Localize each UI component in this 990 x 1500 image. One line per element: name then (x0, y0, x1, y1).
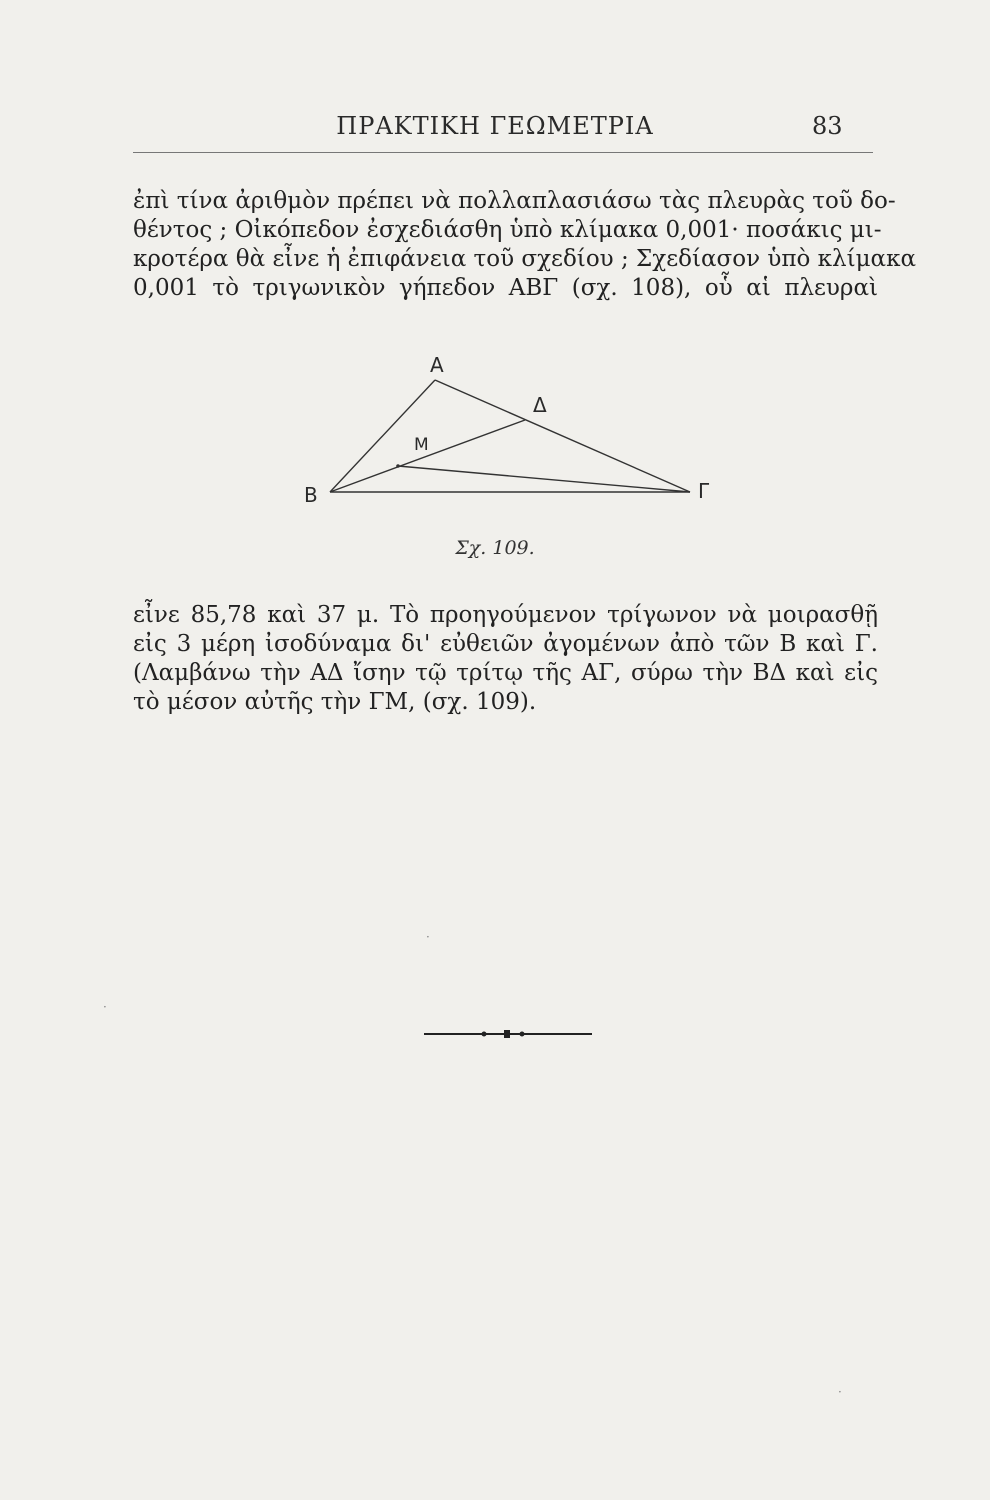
label-Gamma: Γ (698, 479, 710, 503)
paragraph-2 (133, 601, 878, 717)
paragraph-1-line-1: ἐπὶ τίνα ἀριθμὸν πρέπει νὰ πολλαπλασιάσω τὰς πλευρὰς τοῦ δο- (133, 188, 896, 214)
label-M: M (414, 435, 429, 455)
segment-GM (398, 466, 690, 492)
paragraph-1 (133, 187, 916, 303)
label-B: B (304, 483, 318, 507)
segment-BD (330, 420, 525, 492)
paragraph-2-line-1: εἶνε 85,78 καὶ 37 μ. Τὸ προηγούμενον τρίγωνον νὰ μοιρασθῇ (133, 602, 878, 628)
paragraph-2-line-4: τὸ μέσον αὐτῆς τὴν ΓΜ, (σχ. 109). (133, 689, 537, 715)
figure-caption: Σχ. 109. (455, 537, 535, 559)
paragraph-1-line-2: θέντος ; Οἰκόπεδον ἐσχεδιάσθη ὑπὸ κλίμακα 0,001· ποσάκις μι- (133, 217, 882, 243)
print-speck: · (103, 1000, 107, 1014)
triangle-figure (290, 350, 730, 525)
print-speck: · (838, 1385, 842, 1399)
page-number: 83 (812, 112, 843, 140)
paragraph-1-line-4: 0,001 τὸ τριγωνικὸν γήπεδον ΑΒΓ (σχ. 108), οὗ αἱ πλευραὶ (133, 275, 878, 301)
label-Delta: Δ (533, 393, 547, 417)
header-rule (133, 152, 873, 153)
section-end-ornament (424, 1028, 592, 1040)
side-AG (435, 380, 690, 492)
paragraph-2-line-3: (Λαμβάνω τὴν ΑΔ ἴσην τῷ τρίτῳ τῆς ΑΓ, σύρω τὴν ΒΔ καὶ εἰς (133, 660, 878, 686)
running-header-title: ΠΡΑΚΤΙΚΗ ΓΕΩΜΕΤΡΙΑ (336, 112, 654, 140)
label-A: A (430, 353, 444, 377)
print-speck: · (426, 930, 430, 944)
point-M (396, 464, 400, 468)
paragraph-1-line-3: κροτέρα θὰ εἶνε ἡ ἐπιφάνεια τοῦ σχεδίου ; Σχεδίασον ὑπὸ κλίμακα (133, 246, 916, 272)
paragraph-2-line-2: εἰς 3 μέρη ἰσοδύναμα δι' εὐθειῶν ἀγομένων ἀπὸ τῶν Β καὶ Γ. (133, 631, 878, 657)
